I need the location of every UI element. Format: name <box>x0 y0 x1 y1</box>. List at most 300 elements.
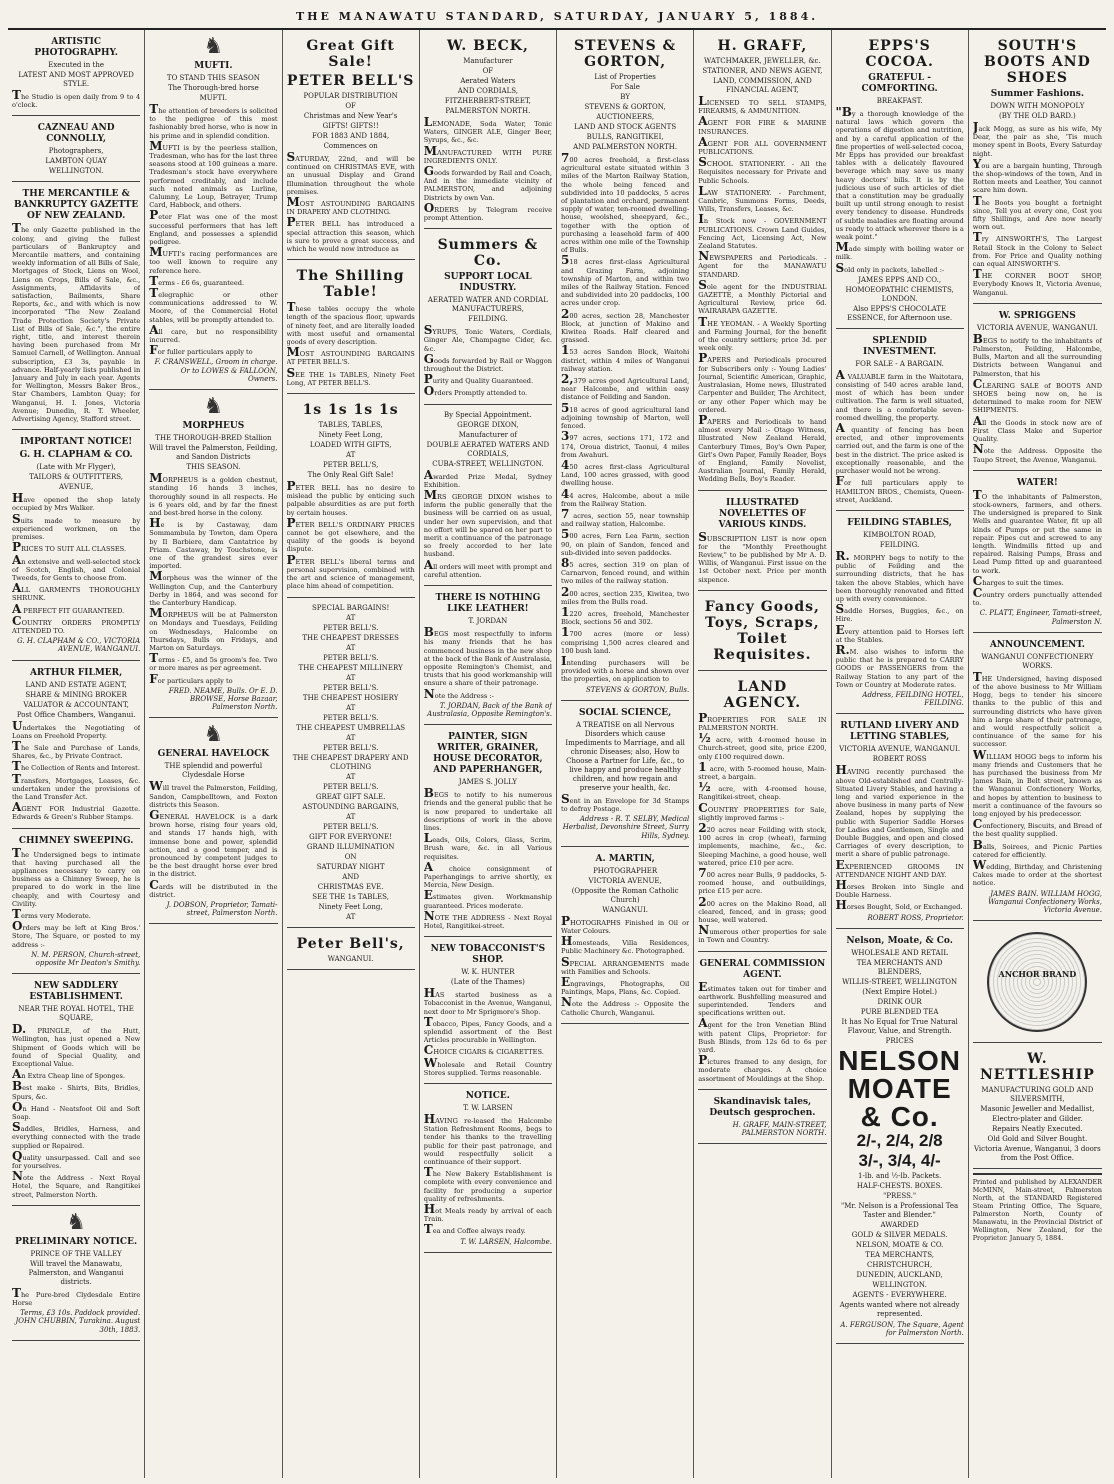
printer-imprint: Printed and published by ALEXANDER McMINN, Main-street, Palmerston North, at the STANDARD Registered Steam Printing Office, The Square, Palmerston North, County of Manawatu, in the Provincial District of Wellington, New Zealand, for the Proprietor. January 5, 1884. <box>973 1173 1102 1242</box>
ad-paragraph: Orders may be left at King Bros.' Store, The Square, or posted to my address :- <box>12 919 141 949</box>
ad-subheading: BULLS, RANGITIKEI, <box>586 133 664 141</box>
ad-heading: PRELIMINARY NOTICE. <box>15 1236 138 1247</box>
ad-subheading: OF <box>345 102 356 110</box>
ad-paragraph: 700 acres freehold, a first-class agricultural estate situated within 3 miles of the Marton Railway Station, the whole being fenced and subdivided into 10 paddocks, 5 acres of plantation and orchard, permanent supply of water, ten-roomed dwelling-house, woolshed, sheepyard, &c., together with the option of purchasing a leasehold farm of 400 acres within one mile of the Township of Bulls. <box>561 151 690 255</box>
advertisement <box>424 1086 552 1253</box>
ad-subheading: SATURDAY NIGHT <box>316 862 385 871</box>
ad-subheading: THE CHEAPEST DRAPERY AND CLOTHING <box>292 753 409 771</box>
ad-signature: N. M. PERSON, Church-street, opposite Mr Deaton's Smithy. <box>31 950 141 967</box>
ad-signature: ROBERT ROSS, Proprietor. <box>867 913 964 922</box>
ad-paragraph: 1700 acres (more or less) comprising 1,500 acres cleared and 100 bush land. <box>561 625 690 655</box>
ad-paragraph: Goods forwarded by Rail or Waggon throughout the District. <box>423 351 552 374</box>
ad-paragraph: He is by Castaway, dam Sommambula by Towton, dam Opera by Il Barbiere, dam Cantatrice by Priam. Castaway, by Touchstone, is one of the grandest sires ever imported. <box>149 516 278 571</box>
ad-paragraph: Saddle Horses, Buggies, &c., on Hire. <box>835 602 964 624</box>
ad-paragraph: Engravings, Photographs, Oil Paintings, Maps, Plans, &c. Copied. <box>561 975 690 997</box>
ad-paragraph: BEGS to notify to the inhabitants of Palmerston, Feilding, Halcombe, Bulls, Marton and all the surrounding Districts between Wanganui and Palmerston, that his <box>972 331 1102 378</box>
ad-paragraph: These tables occupy the whole length of the spacious floor, upwards of ninety feet, and are literally loaded with most useful and ornamental goods of every description. <box>286 300 415 347</box>
advertisement <box>973 306 1102 471</box>
ad-paragraph: THE YEOMAN. - A Weekly Sporting and Farming Journal, for the benefit of the country settlers; price 3d. per week only. <box>698 314 827 353</box>
ad-paragraph: Intending purchasers will be provided with a horse and shown over the properties, on application to <box>561 653 690 684</box>
ad-paragraph: MANUFACTURED WITH PURE INGREDIENTS ONLY. <box>423 143 552 165</box>
advertisement <box>12 1208 140 1341</box>
ad-paragraph: Hot Meals ready by arrival of each Train. <box>423 1202 552 1224</box>
ad-subheading: DOWN WITH MONOPOLY <box>990 102 1085 110</box>
ad-signature: A. FERGUSON, The Square, Agent for Palmerston North. <box>840 1320 964 1338</box>
ad-paragraph: Saddles, Bridles, Harness, and everything connected with the trade supplied or Repaired. <box>12 1120 141 1150</box>
ad-paragraph: Cards will be distributed in the district. <box>149 877 278 899</box>
ad-paragraph: HAS started business as a Tobacconist in the Avenue, Wanganui, next door to Mr Sprigmore's Shop. <box>423 986 552 1016</box>
ad-paragraph: An extensive and well-selected stock of Scotch, English, and Colonial Tweeds, for Gents to choose from. <box>12 552 141 582</box>
ad-paragraph: 500 acres, Fern Lea Farm, section 90, on plain of Sandon, fenced and sub-divided into seven paddocks. <box>561 527 690 557</box>
advertisement <box>149 720 277 924</box>
ad-paragraph: All orders will meet with prompt and careful attention. <box>423 557 552 579</box>
brand-wordmark: MOATE <box>847 1072 952 1104</box>
advertisement <box>12 32 140 116</box>
ad-paragraph: Homesteads, Villa Residences, Public Machinery &c. Photographed. <box>561 934 690 956</box>
ad-paragraph: Orders Promptly attended to. <box>423 384 528 399</box>
ad-paragraph: R. MORPHY begs to notify to the public of Feilding and the surrounding districts, that he has taken the above Stables, which have been thoroughly renovated and fitted up with every convenience. <box>835 548 964 603</box>
advertisement <box>973 473 1102 633</box>
ad-subheading: Victoria Avenue, Wanganui, 3 doors from the Post Office. <box>974 1145 1101 1163</box>
advertisement <box>12 831 140 975</box>
ad-display-heading: 1s 1s 1s 1s <box>302 402 399 419</box>
ad-subheading: VICTORIA AVENUE, WANGANUI. <box>839 745 961 754</box>
ad-display-heading: H. GRAFF, <box>717 38 808 54</box>
ad-paragraph: SATURDAY, 22nd, and will be continued on CHRISTMAS EVE, with an unusual Display and Grand Illumination throughout the whole premises. <box>286 150 415 196</box>
ad-heading: CAZNEAU AND CONNOLLY, <box>37 123 115 145</box>
advertisement <box>424 727 552 937</box>
ad-paragraph: Tea and Coffee always ready. <box>423 1222 526 1237</box>
advertisement <box>424 939 552 1084</box>
advertisement <box>287 396 415 597</box>
ad-signature: FRED. NEAME, Bulls. Or E. D. BROWSE, Horse Bazaar, Palmerston North. <box>168 686 278 712</box>
ad-subheading: Masonic Jeweller and Medallist, <box>980 1105 1095 1114</box>
ad-heading: GENERAL HAVELOCK <box>157 749 270 760</box>
ad-subheading: SEE THE 1s TABLES, <box>312 892 389 901</box>
ad-subheading: VICTORIA AVENUE, WANGANUI. <box>976 323 1098 332</box>
ad-paragraph: The Studio is open daily from 9 to 4 o'clock. <box>12 88 141 110</box>
ad-paragraph: 700 acres near Bulls, 9 paddocks, 5-roomed house, and outbuildings, price £15 per acre. <box>698 866 827 896</box>
ad-paragraph: SCHOOL STATIONERY. - All the Requisites necessary for Private and Public Schools. <box>698 155 827 185</box>
ad-paragraph: Peter Flat was one of the most successful performers that has left England, and possesses a splendid pedigree. <box>149 208 278 247</box>
ad-subheading: AT <box>345 812 356 821</box>
advertisement <box>12 118 140 182</box>
advertisement <box>973 1045 1102 1169</box>
ad-subheading: THIS SEASON. <box>186 463 241 472</box>
ad-subheading: VICTORIA AVENUE, <box>588 876 662 885</box>
ad-subheading: SHARE & MINING BROKER <box>25 690 127 699</box>
ad-heading: Summer Fashions. <box>990 89 1084 99</box>
advertisement <box>698 1092 826 1144</box>
advertisement <box>12 184 140 430</box>
ad-subheading: AND <box>342 872 360 881</box>
ad-subheading: WANGANUI. <box>602 905 648 914</box>
advertisement <box>424 588 552 725</box>
advertisement <box>698 673 826 952</box>
ad-heading: SPLENDID INVESTMENT. <box>863 335 937 357</box>
ad-subheading: For Sale <box>610 83 640 91</box>
ad-paragraph: Suits made to measure by experienced workmen, on the premises. <box>12 511 141 542</box>
ad-heading: WATER! <box>1016 477 1058 488</box>
advertisement <box>287 262 415 394</box>
ad-paragraph: LAW STATIONERY. - Parchment, Cambric, Summons Forms, Deeds, Wills, Transfers, Leases, &c. <box>698 183 827 214</box>
ad-paragraph: A PERFECT FIT GUARANTEED. <box>12 601 125 616</box>
ad-paragraph: AGENT FOR Industrial Gazette. Edwards & Green's Rubber Stamps. <box>12 800 141 822</box>
ad-subheading: WANGANUI CONFECTIONERY WORKS. <box>981 652 1094 670</box>
ad-subheading: THE CHEAPEST MILLINERY <box>298 663 403 672</box>
ad-subheading: WELLINGTON. <box>872 1280 927 1289</box>
ad-subheading: DUNEDIN, AUCKLAND, <box>856 1270 943 1279</box>
ad-paragraph: COUNTRY ORDERS PROMPTLY ATTENDED TO. <box>12 613 141 635</box>
advertisement <box>698 493 826 591</box>
ad-paragraph: 450 acres first-class Agricultural Land, 100 acres grassed, with good dwelling house. <box>561 457 690 488</box>
ad-paragraph: On Hand - Neatsfoot Oil and Soft Soap. <box>12 1099 141 1122</box>
ad-subheading: CUBA-STREET, WELLINGTON. <box>432 459 544 468</box>
ad-heading: GENERAL COMMISSION AGENT. <box>699 958 826 980</box>
ad-display-heading: Peter Bell's, <box>296 935 405 952</box>
ad-subheading: The Thorough-bred horse <box>167 84 259 92</box>
ad-subheading: A TREATISE on all Nervous Disorders which cause Impediments to Marriage, and all chronic Diseases; also, How to Choose a Partner for Life, &c., to live happy and produce healthy children, and how regain and preserve your health, &c. <box>565 720 685 792</box>
ad-heading: NEW SADDLERY ESTABLISHMENT. <box>29 981 123 1003</box>
ad-heading: Nelson, Moate, & Co. <box>846 935 953 946</box>
ad-subheading: TEA MERCHANTS AND BLENDERS, <box>856 958 943 976</box>
ad-subheading: DOUBLE AERATED WATERS AND CORDIALS, <box>426 440 550 458</box>
ad-subheading: WATCHMAKER, JEWELLER, &c. <box>704 57 821 65</box>
ad-heading: A. MARTIN, <box>595 853 655 864</box>
ad-paragraph: Pictures framed to any design, for moderate charges. A choice assortment of Mouldings at the Shop. <box>698 1053 827 1083</box>
ad-paragraph: Horses Broken into Single and Double Harness. <box>835 878 964 900</box>
ad-paragraph: The Collection of Rents and Interest. <box>12 759 140 774</box>
ad-display-heading: W. NETTLESHIP <box>980 1051 1095 1084</box>
ad-paragraph: The New Bakery Establishment is complete with every convenience and facility for producing a superior quality of refreshments. <box>423 1165 552 1203</box>
ad-paragraph: ALL GARMENTS THOROUGHLY SHRUNK. <box>12 581 141 603</box>
ad-paragraph: A choice consignment of Paperhangings to arrive shortly, ex Mercia, New Design. <box>423 859 552 890</box>
ad-paragraph: HAVING recently purchased the above Old-established and Centrally-Situated Livery Stables, and having a long and varied experience in the above business in many parts of New Zealand, hopes by supplying the public with Superior Saddle Horses for Ladies and Gentlemen, Single and Double Buggies, and open and closed Carriages of every description, to merit a share of public patronage. <box>835 763 964 859</box>
ad-paragraph: MORPHEUS is a golden chestnut, standing 16 hands 3 inches, thoroughly sound in all respects. He is 6 years old, and by far the finest and best-bred horse in the colony. <box>149 471 278 517</box>
ad-subheading: BY <box>620 93 630 101</box>
ad-heading: W. SPRIGGENS <box>998 310 1076 321</box>
ad-subheading: LOADED WITH GIFTS, <box>309 441 392 450</box>
ad-subheading: It has No Equal for True Natural Flavour, Value, and Strength. <box>841 1017 958 1035</box>
ad-paragraph: The Pure-bred Clydesdale Entire Horse <box>12 1285 141 1308</box>
ad-signature: JAMES BAIN. WILLIAM HOGG, Wanganui Confectionery Works, Victoria Avenue. <box>988 889 1102 915</box>
ad-display-heading: Summers & Co. <box>437 237 539 270</box>
ad-signature: Address, FEILDING HOTEL, FEILDING. <box>862 690 964 708</box>
ad-paragraph: Agent for the Iron Venetian Blind with patent Clips, Proprietor: for Bush Blinds, from 12s 6d to 6s per yard. <box>698 1016 827 1055</box>
ad-subheading: By Special Appointment. <box>444 410 532 419</box>
ad-paragraph: NOTE THE ADDRESS - Next Royal Hotel, Rangitikei-street. <box>423 908 552 930</box>
ad-paragraph: You are a bargain hunting, Through the shop-windows of the town, And in Rotten meets and Leather, You cannot scare him down. <box>972 156 1102 195</box>
ad-heading: FEILDING STABLES, <box>847 517 952 528</box>
ad-subheading: Commences on <box>323 142 378 150</box>
ad-paragraph: Terms - £6 6s, guaranteed. <box>149 273 245 288</box>
ad-subheading: SPECIAL BARGAINS! <box>311 603 390 612</box>
ad-subheading: HOMOEOPATHIC CHEMISTS, LONDON. <box>845 285 954 303</box>
ad-subheading: LAND AND ESTATE AGENT, <box>25 680 127 689</box>
ad-paragraph: 85 acres, section 319 on plan of Carnarvon, fenced round, and within two miles of the railway station. <box>561 555 690 586</box>
ad-paragraph: 518 acres first-class Agricultural and Grazing Farm, adjoining township of Marton, and within two miles of the Railway Station. Fenced and subdivided into 20 paddocks, 100 acres under crop. <box>561 253 690 308</box>
ad-paragraph: 153 acres Sandon Block, Waitohi district, within 4 miles of Wanganui railway station. <box>561 343 690 373</box>
ad-paragraph: Charges to suit the times. <box>972 573 1064 588</box>
ad-paragraph: Every attention paid to Horses left at the Stables. <box>835 622 964 644</box>
ad-paragraph: PETER BELL's liberal terms and personal supervision, combined with the art and science of management, place him ahead of competition. <box>286 552 415 591</box>
ad-subheading: AERATED WATER AND CORDIAL MANUFACTURERS, <box>427 296 548 314</box>
ad-subheading: GIFTS! GIFTS!! <box>322 122 379 130</box>
ad-subheading: LAND AND STOCK AGENTS <box>574 123 677 131</box>
ad-paragraph: PROPERTIES FOR SALE IN PALMERSTON NORTH. <box>698 710 827 732</box>
ad-subheading: LAND, COMMISSION, AND FINANCIAL AGENT, <box>713 77 812 94</box>
ad-paragraph: PAPERS and Periodicals procured for Subscribers only :- Young Ladies' Journal, Scientific American, Graphic, Australasian, Home news, Illustrated Carpenter and Builder, The Architect, or any other Paper which may be ordered. <box>698 351 827 414</box>
ad-paragraph: Will travel the Palmerston, Feilding, Sandon, Campbelltown, and Foxton districts this Season. <box>149 779 278 809</box>
advertisement <box>836 513 964 714</box>
ad-heading: IMPORTANT NOTICE! <box>19 437 133 448</box>
advertisement <box>973 32 1102 304</box>
ad-paragraph: EXPERIENCED GROOMS IN ATTENDANCE NIGHT AND DAY. <box>835 857 964 879</box>
ad-subheading: Photographers, <box>48 147 104 156</box>
advertisement <box>698 954 826 1090</box>
brand-wordmark: NELSON <box>838 1044 961 1076</box>
ad-subheading: ROBERT ROSS <box>872 755 927 764</box>
ad-subheading: Ninety Feet Long, <box>318 902 383 911</box>
ad-signature: F. CRANSWELL, Groom in charge. Or to LOWES & FALLOON, Owners. <box>154 358 278 383</box>
ad-paragraph: ORDERS by Telegram receive prompt Attention. <box>423 200 552 223</box>
ad-subheading: FOR SALE - A BARGAIN. <box>855 359 944 368</box>
advertisement <box>836 931 964 1344</box>
advertisement <box>287 930 415 970</box>
advertisement <box>836 716 964 928</box>
ad-display-heading: LAND AGENCY. <box>723 678 802 711</box>
advertisement <box>424 231 552 404</box>
advertisement <box>287 32 415 260</box>
ad-paragraph: R.M. also wishes to inform the public that he is prepared to CARRY GOODS or PASSENGERS from the Railway Station to any part of the Town or Country at Moderate rates. <box>835 642 964 689</box>
ad-paragraph: PHOTOGRAPHS Finished in Oil or Water Colours. <box>561 913 690 935</box>
ad-heading: MUFTI. <box>194 61 233 71</box>
ad-subheading: Old Gold and Silver Bought. <box>987 1135 1088 1144</box>
advertisement <box>698 593 826 671</box>
ad-signature: T. JORDAN, Back of the Bank of Australasia, Opposite Remington's. <box>427 701 552 718</box>
ad-paragraph: 518 acres of good agricultural land adjoining township of Marton, well fenced. <box>561 400 690 431</box>
ad-subheading: List of Properties <box>594 73 656 81</box>
ad-display-heading: PETER BELL'S <box>286 73 415 89</box>
ad-subheading: PRICES <box>885 1036 914 1045</box>
ad-paragraph: Sold only in packets, labelled :- <box>835 260 945 275</box>
ad-paragraph: D. PRINGLE, of the Hutt, Wellington, has just opened a New Shipment of Goods which will be found of Special Quality, and Exceptional Value. <box>12 1022 141 1069</box>
ad-paragraph: 1 acre, with 5-roomed house, Main-street, a bargain. <box>698 759 827 781</box>
ad-heading: SOCIAL SCIENCE, <box>578 707 672 718</box>
ad-subheading: The Only Real Gift Sale! <box>307 471 394 480</box>
ad-heading: GRATEFUL - COMFORTING. <box>861 73 938 94</box>
ad-subheading: AT <box>345 772 356 781</box>
ad-paragraph: The Boots you bought a fortnight since, Tell you at every one, Cost you fifty Shillings, and Are now nearly worn out. <box>972 193 1102 232</box>
ad-subheading: BREAKFAST. <box>876 97 923 105</box>
horse-engraving-icon: ♞ <box>203 34 224 59</box>
ad-subheading: 1-lb. and ½-lb. Packets. <box>858 1171 942 1180</box>
ad-paragraph: Undertakes the Negotiating of Loans on Freehold Property. <box>12 718 141 740</box>
ad-paragraph: MOST ASTOUNDING BARGAINS AT PETER BELL'S. <box>286 345 415 367</box>
advertisement <box>287 600 415 928</box>
ad-subheading: Repairs Neatly Executed. <box>992 1125 1083 1134</box>
price-line: 2/-, 2/4, 2/8 <box>856 1130 943 1150</box>
column-1 <box>8 30 145 1478</box>
advertisement <box>561 703 689 847</box>
advertisement <box>836 331 964 511</box>
advertisement <box>424 32 552 229</box>
ad-subheading: FEILDING. <box>879 540 920 549</box>
ad-subheading: (Late with Mr Flyger), <box>36 463 116 472</box>
ad-subheading: PETER BELL'S. <box>322 743 379 752</box>
column-8 <box>969 30 1106 1478</box>
ad-subheading: STEVENS & GORTON, <box>584 103 666 111</box>
ad-subheading: PURE BLENDED TEA <box>860 1007 939 1016</box>
ad-paragraph: AGENT FOR ALL GOVERNMENT PUBLICATIONS. <box>698 134 827 157</box>
ad-paragraph: COUNTRY PROPERTIES for Sale, slightly improved farms :- <box>698 800 827 822</box>
ad-signature: T. W. LARSEN, Halcombe. <box>460 1237 552 1246</box>
ad-paragraph: 44 acres, Halcombe, about a mile from the Railway Station. <box>561 486 690 508</box>
ad-subheading: GIFT FOR EVERYONE! <box>309 832 393 841</box>
column-5 <box>557 30 694 1478</box>
ad-subheading: MANUFACTURING GOLD AND SILVERSMITH, <box>981 1086 1094 1104</box>
ad-subheading: (Opposite the Roman Catholic Church) <box>571 886 679 904</box>
ad-signature: H. GRAFF, MAIN-STREET, PALMERSTON NORTH. <box>732 1120 827 1138</box>
ad-subheading: Agents wanted where not already represented. <box>839 1300 960 1318</box>
ad-paragraph: Leads, Oils, Colors, Glass, Scrim, Brush ware, &c. in all Various requisites. <box>423 831 552 861</box>
ad-paragraph: SPECIAL ARRANGEMENTS made with Families and Schools. <box>561 954 690 976</box>
ad-subheading: CHRISTMAS EVE. <box>317 882 384 891</box>
ad-signature: Address - R. T. SELBY, Medical Herbalist, Devonshire Street, Surry Hills, Sydney. <box>562 815 690 840</box>
ad-subheading: AT <box>345 643 356 652</box>
ad-subheading: WHOLESALE AND RETAIL <box>851 948 949 957</box>
ad-signature: Terms, £3 10s. Paddock provided. JOHN CHUBBIN, Turakina. August 30th, 1883. <box>15 1309 141 1334</box>
ad-subheading: ON <box>344 852 357 861</box>
ad-subheading: CHRISTCHURCH, <box>866 1260 933 1269</box>
ad-paragraph: Goods forwarded by Rail and Coach, And in the immediate vicinity of PALMERSTON, and adjoining Districts by own Van. <box>423 164 552 202</box>
column-2 <box>145 30 282 1478</box>
ad-paragraph: 200 acres, section 235, Kiwitea, two miles from the Bulls road. <box>561 584 690 606</box>
ad-paragraph: SUBSCRIPTION LIST is now open for the "Monthly Freethought Review," to be published by Mr A. D. Willis, of Wanganui. First issue on the 1st October next. Price per month sixpence. <box>698 529 827 584</box>
ad-paragraph: NEWSPAPERS and Periodicals. - Agent for the MANAWATU STANDARD. <box>698 249 827 279</box>
ad-subheading: PETER BELL'S, <box>322 461 379 470</box>
ad-subheading: AT <box>345 912 356 921</box>
ad-subheading: THE CHEAPEST UMBRELLAS <box>296 723 406 732</box>
ad-display-heading: STEVENS & GORTON, <box>574 38 677 70</box>
ad-subheading: Executed in the <box>48 61 104 69</box>
ad-paragraph: BEGS to notify to his numerous friends and the general public that he is now prepared to undertake all descriptions of work in the above lines. <box>423 786 552 832</box>
advertisement <box>424 407 552 586</box>
ad-subheading: Christmas and New Year's <box>303 112 398 120</box>
horse-engraving-icon: ♞ <box>203 722 224 748</box>
ad-subheading: WANGANUI. <box>327 954 374 963</box>
ad-subheading: JAMES S. JOLLY <box>458 778 517 787</box>
ad-subheading: THE THOROUGH-BRED Stallion <box>155 434 272 443</box>
ad-subheading: PETER BELL'S. <box>322 653 379 662</box>
ad-paragraph: The Undersigned begs to intimate that having purchased all the appliances necessary to carry on business as a Chimney Sweep, he is prepared to do work in the line cheaply, and with Courtesy and Civility. <box>12 845 141 908</box>
ad-subheading: "Mr. Nelson is a Professional Tea Taster and Blender." <box>841 1201 959 1219</box>
column-7 <box>832 30 969 1478</box>
ad-subheading: AT <box>345 613 356 622</box>
ad-subheading: HALF-CHESTS. BOXES. <box>856 1181 943 1190</box>
advertisement <box>698 32 826 491</box>
ad-signature: C. PLATT, Engineer, Tamati-street, Palmerston N. <box>979 609 1102 626</box>
ad-subheading: PETER BELL'S. <box>322 782 379 791</box>
ad-paragraph: Terms very Moderate. <box>12 906 91 921</box>
ad-paragraph: Best make - Shirts, Bits, Bridles, Spurs, &c. <box>12 1079 141 1101</box>
ad-heading: G. H. CLAPHAM & CO. <box>19 450 133 461</box>
ad-subheading: PETER BELL'S. <box>322 623 379 632</box>
advertisement <box>12 432 140 660</box>
ad-subheading: AND PALMERSTON NORTH. <box>573 143 678 151</box>
ad-paragraph: Sent in an Envelope for 3d Stamps to defray Postage. <box>561 791 690 813</box>
ad-signature: J. DOBSON, Proprietor, Tamati-street, Palmerston North. <box>166 901 278 918</box>
ad-paragraph: CHOICE CIGARS & CIGARETTES. <box>423 1043 544 1058</box>
ad-subheading: TAILORS & OUTFITTERS, <box>29 473 124 482</box>
ad-subheading: FEILDING. <box>468 315 508 324</box>
ad-paragraph: PAPERS and Periodicals to hand almost every Mail :- Otago Witness, Illustrated New Zealand Herald, Canterbury Times, Boy's Own Paper, Girl's Own Paper, Family Reader, Boys of England, Family Novelist, Australian Journal, Family Herald, Wedding Bells, Boy's Reader. <box>698 412 827 484</box>
advertisement <box>561 849 689 1024</box>
ad-paragraph: BEGS most respectfully to inform his many friends that he has commenced business in the new shop at the back of the Bank of Australasia, opposite Remington's Chemist, and trusts that his good workmanship will ensure a share of their patronage. <box>423 625 552 688</box>
ad-paragraph: MORPHEUS will be at Palmerston on Mondays and Tuesdays, Feilding on Wednesdays, Halcombe on Thursdays, Bulls on Fridays, and Marton on Saturdays. <box>149 606 278 652</box>
ad-heading: ANNOUNCEMENT. <box>989 639 1085 650</box>
ad-display-heading: EPPS'S COCOA. <box>865 38 934 70</box>
advertisement <box>973 923 1102 1043</box>
ad-paragraph: MRS GEORGE DIXON wishes to inform the public generally that the business will be carried on as usual, under her own supervision, and that no effort will be spared on her part to merit a continuance of the patronage so freely accorded to her late husband. <box>423 488 552 559</box>
ad-subheading: VALUATOR & ACCOUNTANT, <box>23 700 129 709</box>
ad-subheading: (Next Empire Hotel.) <box>862 987 937 996</box>
ad-paragraph: Transfers, Mortgages, Leases, &c. undertaken under the provisions of the Land Transfer Act. <box>12 771 141 801</box>
ad-subheading: AWARDED <box>880 1220 919 1229</box>
ad-paragraph: WILLIAM HOGG begs to inform his many friends and Customers that he has purchased the business from Mr James Bain, in Belt street, known as the Wanganui Confectionery Works, and hopes by attention to business to merit a continuance of the favours so long enjoyed by his predecessor. <box>972 747 1102 818</box>
advertisement <box>149 392 277 718</box>
ad-paragraph: In Stock now - GOVERNMENT PUBLICATIONS. Crown Land Guides, Fencing Act, Licensing Act, New Zealand Statutes. <box>698 212 827 251</box>
ad-subheading: ASTOUNDING BARGAINS, <box>302 802 399 811</box>
ad-subheading: Also EPPS'S CHOCOLATE ESSENCE, for Afternoon use. <box>847 304 953 322</box>
ad-paragraph: Tobacco, Pipes, Fancy Goods, and a splendid assortment of the Best Articles procurable in Wellington. <box>423 1014 552 1045</box>
ad-subheading: AND CORDIALS, <box>457 87 518 95</box>
ad-heading: RUTLAND LIVERY AND LETTING STABLES, <box>840 721 959 743</box>
ad-subheading: POPULAR DISTRIBUTION <box>303 92 398 100</box>
ad-subheading: THE splendid and powerful Clydesdale Horse <box>164 762 263 780</box>
ad-subheading: Will travel the Palmerston, Feilding, and Sandon Districts <box>149 444 278 462</box>
ad-paragraph: Sole agent for the INDUSTRIAL GAZETTE, a Monthly Pictorial and Agricultural Review, price 6d. WAIRARAPA GAZETTE. <box>698 277 827 316</box>
ad-paragraph: AGENT FOR FIRE & MARINE INSURANCES. <box>698 114 827 136</box>
ad-subheading: "PRESS." <box>883 1191 917 1200</box>
ad-subheading: Manufacturer <box>463 57 513 65</box>
ad-paragraph: For fuller particulars apply to <box>149 343 253 358</box>
ad-paragraph: "By a thorough knowledge of the natural laws which govern the operations of digestion and nutrition, and by a careful application of the fine properties of well-selected cocoa, Mr Epps has provided our breakfast tables with a delicately flavoured beverage which may save us many heavy doctors' bills. It is by the judicious use of such articles of diet that a constitution may be gradually built up until strong enough to resist every tendency to disease. Hundreds of subtle maladies are floating around us ready to attack wherever there is a weak point." <box>835 105 964 242</box>
ad-subheading: W. K. HUNTER <box>461 968 515 977</box>
ad-subheading: TABLES, TABLES, <box>318 421 383 430</box>
ad-paragraph: All the Goods in stock now are of First Class Make and Superior Quality. <box>972 413 1102 444</box>
ad-subheading: PHOTOGRAPHER <box>593 866 658 875</box>
ad-subheading: LATEST AND MOST APPROVED STYLE. <box>18 71 134 88</box>
ad-paragraph: All care, but no responsibility incurred. <box>149 322 278 345</box>
ad-heading: ARTHUR FILMER, <box>29 667 123 678</box>
seal-label: ANCHOR BRAND <box>998 969 1077 980</box>
ad-display-heading: Fancy Goods, Toys, Scraps, Toilet Requisites. <box>704 598 820 663</box>
ad-paragraph: PRICES TO SUIT ALL CLASSES. <box>12 540 127 555</box>
ad-paragraph: LEMONADE, Soda Water, Tonic Waters, GINGER ALE, Ginger Beer, Syrups, &c., &c. <box>423 115 552 145</box>
ad-heading: SUPPORT LOCAL INDUSTRY. <box>444 272 532 294</box>
ad-subheading: AT <box>345 451 356 460</box>
advertisement <box>149 32 277 390</box>
ad-paragraph: MUFTI's racing performances are too well known to require any reference here. <box>149 245 278 275</box>
ad-display-heading: SOUTH'S BOOTS AND SHOES <box>984 38 1091 86</box>
ad-paragraph: 200 acres, section 28, Manchester Block, at junction of Makino and Kiwitea Roads. Half cleared and grassed. <box>561 306 690 345</box>
ad-subheading: GEORGE DIXON, <box>457 420 519 429</box>
ad-subheading: GREAT GIFT SALE. <box>315 792 386 801</box>
ad-paragraph: A VALUABLE farm in the Waitotara, consisting of 540 acres arable land, most of which has been under cultivation. The farm is well situated, and there is a comfortable seven-roomed dwelling, the property. <box>835 367 964 422</box>
ad-signature: STEVENS & GORTON, Bulls. <box>585 685 690 694</box>
ad-subheading: AT <box>345 733 356 742</box>
